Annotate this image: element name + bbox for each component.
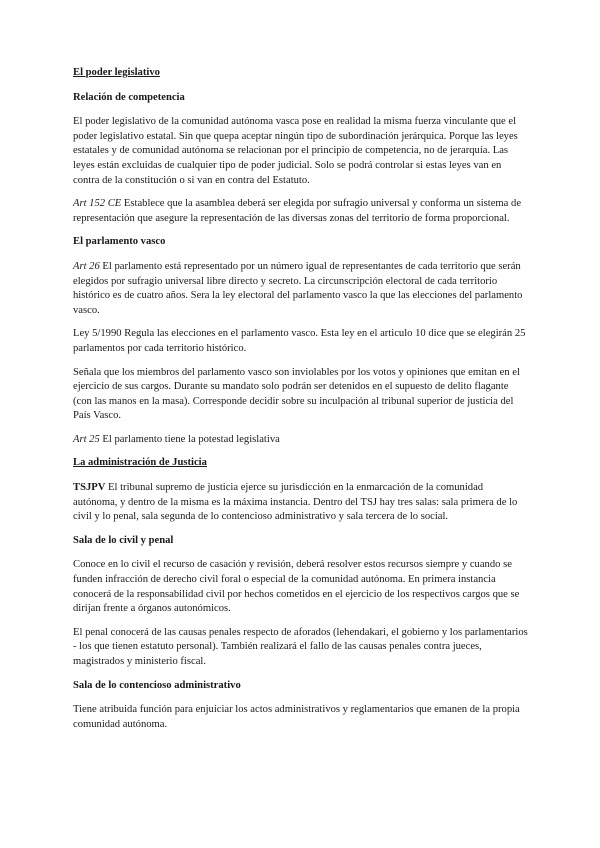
paragraph-text: El tribunal supremo de justicia ejerce su jurisdicción en la enmarcación de la comunidad autónoma, y dentro de la misma es la máxima instancia. Dentro del TSJ hay tres salas: sala primera de lo civil y lo penal, sala segunda de lo contencioso administrativo y sala tercera de lo social.	[73, 482, 518, 523]
paragraph-text: El parlamento está representado por un número igual de representantes de cada territorio que serán elegidos por sufragio universal libre directo y secreto. La circunscripción electoral de cada territorio histórico es de cuatro años. Sera la ley electoral del parlamento vasco la que las elecciones del parlamento vasco.	[73, 260, 523, 316]
document-page	[73, 66, 528, 741]
article-reference: Art 26	[73, 260, 100, 272]
section-heading-civil-penal: Sala de lo civil y penal	[73, 534, 174, 546]
paragraph-inviolabilidad: Señala que los miembros del parlamento vasco son inviolables por los votos y opiniones que emitan en el ejercicio de sus cargos. Durante su mandato solo podrán ser detenidos en el supuesto de delito flagante (con las manos en la masa). Corresponde decidir sobre su inculpación al tribunal superior de justicia del País Vasco.	[73, 366, 520, 422]
article-reference: Art 152 CE	[73, 198, 122, 210]
paragraph-civil: Conoce en lo civil el recurso de casación y revisión, deberá resolver estos recursos siempre y cuando se funden infracción de derecho civil foral o especial de la comunidad autónoma. En primera instancia conocerá de la responsabilidad civil por hechos cometidos en el ejercicio de los respectivos cargos que se dirijan frente a órganos autonómicos.	[73, 559, 520, 615]
article-reference: Art 25	[73, 433, 100, 445]
section-title-justicia: La administración de Justicia	[73, 457, 207, 469]
paragraph-tsjpv	[73, 481, 528, 525]
paragraph-contencioso: Tiene atribuida función para enjuiciar los actos administrativos y reglamentarios que emanen de la propia comunidad autónoma.	[73, 704, 520, 730]
document-title: El poder legislativo	[73, 67, 160, 78]
section-heading-relacion: Relación de competencia	[73, 91, 185, 103]
acronym-tsjpv: TSJPV	[73, 482, 106, 494]
paragraph-art-26	[73, 260, 528, 318]
paragraph-text: El parlamento tiene la potestad legislativa	[99, 433, 280, 445]
paragraph-art-152	[73, 197, 528, 226]
paragraph-relacion: El poder legislativo de la comunidad autónoma vasca pose en realidad la misma fuerza vinculante que el poder legislativo estatal. Sin que quepa aceptar ningún tipo de subordinación jerárquica. Porque las leyes estatales y de comunidad autónoma se relacionan por el principio de competencia, no de jerarquía. Las leyes están excluidas de cualquier tipo de poder judicial. Solo se podrá controlar si estas leyes van en contra de la constitución o si van en contra del Estatuto.	[73, 116, 518, 186]
section-heading-parlamento: El parlamento vasco	[73, 236, 166, 248]
paragraph-penal: El penal conocerá de las causas penales respecto de aforados (lehendakari, el gobierno y los parlamentarios - los que tienen estatuto personal). También realizará el fallo de las causas penales contra jueces, magistrados y ministerio fiscal.	[73, 626, 528, 667]
section-heading-contencioso: Sala de lo contencioso administrativo	[73, 679, 241, 691]
paragraph-art-25	[73, 433, 528, 448]
paragraph-text: Establece que la asamblea deberá ser elegida por sufragio universal y conforma un sistema de representación que asegure la representación de las diversas zonas del territorio de forma proporcional.	[73, 198, 522, 224]
paragraph-ley-5-1990: Ley 5/1990 Regula las elecciones en el parlamento vasco. Esta ley en el articulo 10 dice que se elegirán 25 parlamentos por cada territorio histórico.	[73, 328, 526, 354]
